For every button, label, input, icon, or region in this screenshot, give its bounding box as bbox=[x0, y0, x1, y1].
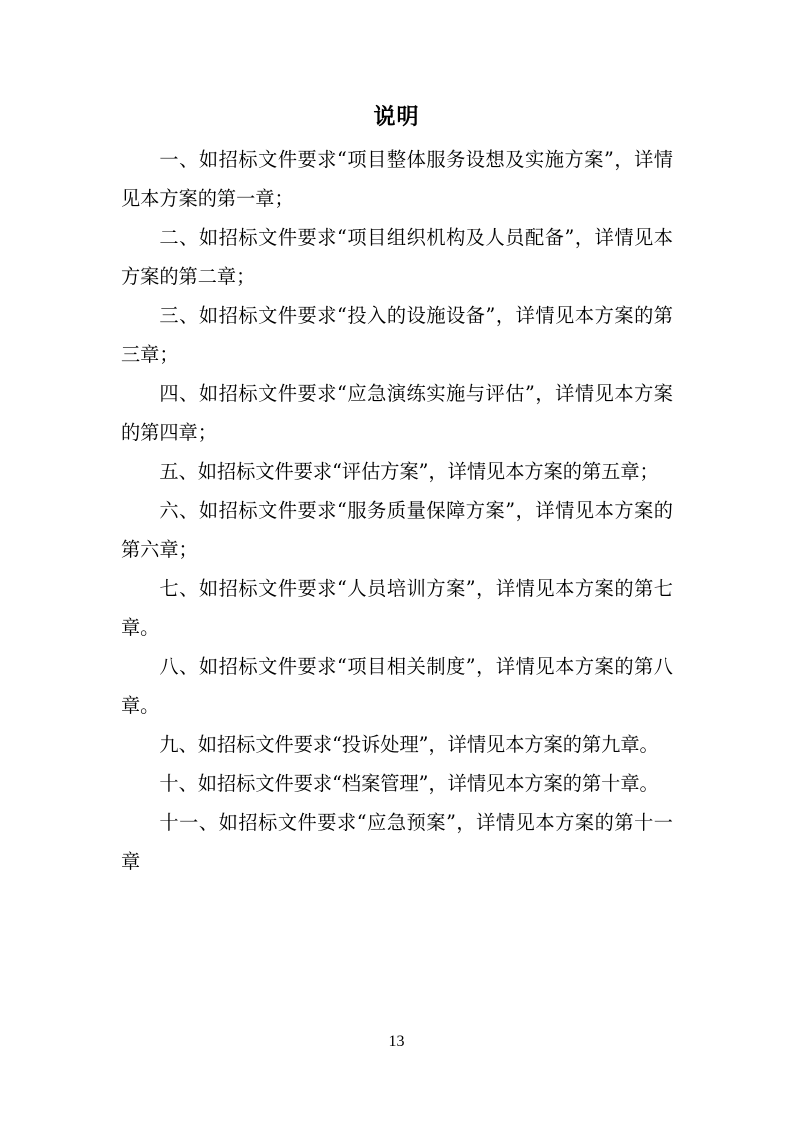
document-body bbox=[121, 140, 673, 881]
page-title: 说明 bbox=[373, 105, 420, 130]
paragraph-8: 八、如招标文件要求“项目相关制度”，详情见本方案的第八章。 bbox=[121, 655, 673, 717]
paragraph-7: 七、如招标文件要求“人员培训方案”，详情见本方案的第七章。 bbox=[121, 577, 673, 639]
paragraph-2: 二、如招标文件要求“项目组织机构及人员配备”，详情见本方案的第二章； bbox=[121, 226, 673, 288]
paragraph-6: 六、如招标文件要求“服务质量保障方案”，详情见本方案的第六章； bbox=[121, 499, 673, 561]
paragraph-5: 五、如招标文件要求“评估方案”，详情见本方案的第五章； bbox=[159, 460, 659, 483]
paragraph-4: 四、如招标文件要求“应急演练实施与评估”，详情见本方案的第四章； bbox=[121, 382, 673, 444]
paragraph-3: 三、如招标文件要求“投入的设施设备”，详情见本方案的第三章； bbox=[121, 304, 673, 366]
paragraph-10: 十、如招标文件要求“档案管理”，详情见本方案的第十章。 bbox=[159, 772, 659, 795]
paragraph-11: 十一、如招标文件要求“应急预案”，详情见本方案的第十一章 bbox=[121, 811, 673, 873]
paragraph-1: 一、如招标文件要求“项目整体服务设想及实施方案”，详情见本方案的第一章； bbox=[121, 148, 673, 210]
page-number: 13 bbox=[388, 1033, 405, 1050]
paragraph-9: 九、如招标文件要求“投诉处理”，详情见本方案的第九章。 bbox=[159, 733, 659, 756]
